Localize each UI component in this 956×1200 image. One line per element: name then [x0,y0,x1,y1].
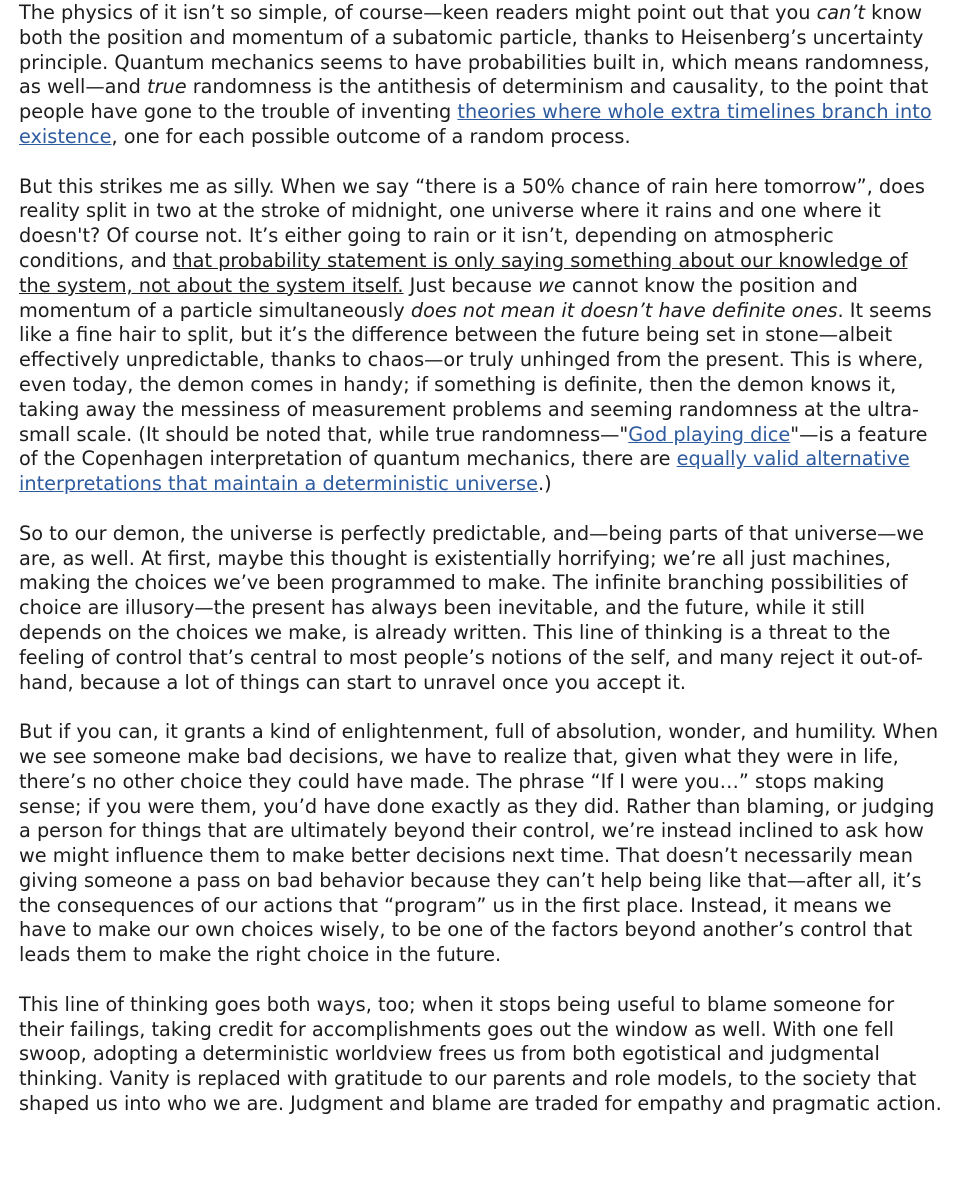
link-deterministic-interpretations[interactable]: equally valid alternative interpretations that maintain a deterministic universe [19,447,910,496]
paragraph-4: But if you can, it grants a kind of enlightenment, full of absolution, wonder, and humility. When we see someone make bad decisions, we have to realize that, given what they were in life, there’s no other choice they could have made. The phrase “If I were you…” stops making sense; if you were them, you’d have done exactly as they did. Rather than blaming, or judging a person for things that are ultimately beyond their control, we’re instead inclined to ask how we might influence them to make better decisions next time. That doesn’t necessarily mean giving someone a pass on bad behavior because they can’t help being like that—after all, it’s the consequences of our actions that “program” us in the first place. Instead, it means we have to make our own choices wisely, to be one of the factors beyond another’s control that leads them to make the right choice in the future. [19,720,939,967]
paragraph-1-text-3: randomness is the antithesis of determinism and causality, to the point that people have gone to the trouble of inventing [19,75,929,124]
paragraph-2-text-6: .) [537,472,552,496]
link-god-playing-dice[interactable]: God playing dice [628,422,791,446]
paragraph-2-text-2: Just because [403,273,539,297]
link-many-worlds-theories[interactable]: theories where whole extra timelines branch into existence [19,100,932,148]
paragraph-3: So to our demon, the universe is perfectly predictable, and—being parts of that universe—we are, as well. At first, maybe this thought is existentially horrifying; we’re all just machines, making the choices we’ve been programmed to make. The infinite branching possibilities of choice are illusory—the present has always been inevitable, and the future, while it still depends on the choices we make, is already written. This line of thinking is a threat to the feeling of control that’s central to most people’s notions of the self, and many reject it out-of-hand, because a lot of things can start to unravel once you accept it. [19,521,924,694]
paragraph-2-emphasis-we: we [538,273,566,297]
paragraph-1-text-2: know both the position and momentum of a subatomic particle, thanks to Heisenberg’s uncertainty principle. Quantum mechanics seems to have probabilities built in, which means randomness, as well—and [19,1,930,99]
paragraph-1-emphasis-true: true [147,75,187,99]
paragraph-2-text-5: "—is a feature of the Copenhagen interpretation of quantum mechanics, there are [19,422,928,471]
paragraph-2 [19,175,942,497]
paragraph-1-text-4: , one for each possible outcome of a random process. [111,124,631,148]
paragraph-5: This line of thinking goes both ways, too; when it stops being useful to blame someone for their failings, taking credit for accomplishments goes out the window as well. With one fell swoop, adopting a deterministic worldview frees us from both egotistical and judgmental thinking. Vanity is replaced with gratitude to our parents and role models, to the society that shaped us into who we are. Judgment and blame are traded for empathy and pragmatic action. [19,992,942,1116]
paragraph-2-text-3: cannot know the position and momentum of a particle simultaneously [19,273,858,322]
paragraph-1-emphasis-cant: can’t [816,1,865,24]
paragraph-1-text-1: The physics of it isn’t so simple, of course—keen readers might point out that you [19,1,817,24]
paragraph-2-text-1: But this strikes me as silly. When we say “there is a 50% chance of rain here tomorrow”, does reality split in two at the stroke of midnight, one universe where it rains and one where it doesn't? Of course not. It’s either going to rain or it isn’t, depending on atmospheric conditions, and [19,174,925,272]
paragraph-2-text-4: . It seems like a fine hair to split, but it’s the difference between the future being set in stone—albeit effectively unpredictable, thanks to chaos—or truly unhinged from the present. This is where, even today, the demon comes in handy; if something is definite, then the demon knows it, taking away the messiness of measurement problems and seeming randomness at the ultra-small scale. (It should be noted that, while true randomness—" [19,298,932,446]
paragraph-2-emphasis-definite: does not mean it doesn’t have definite ones [410,298,838,322]
paragraph-2-underlined-statement: that probability statement is only saying something about our knowledge of the system, not about the system itself. [19,248,908,297]
paragraph-1 [19,1,942,150]
